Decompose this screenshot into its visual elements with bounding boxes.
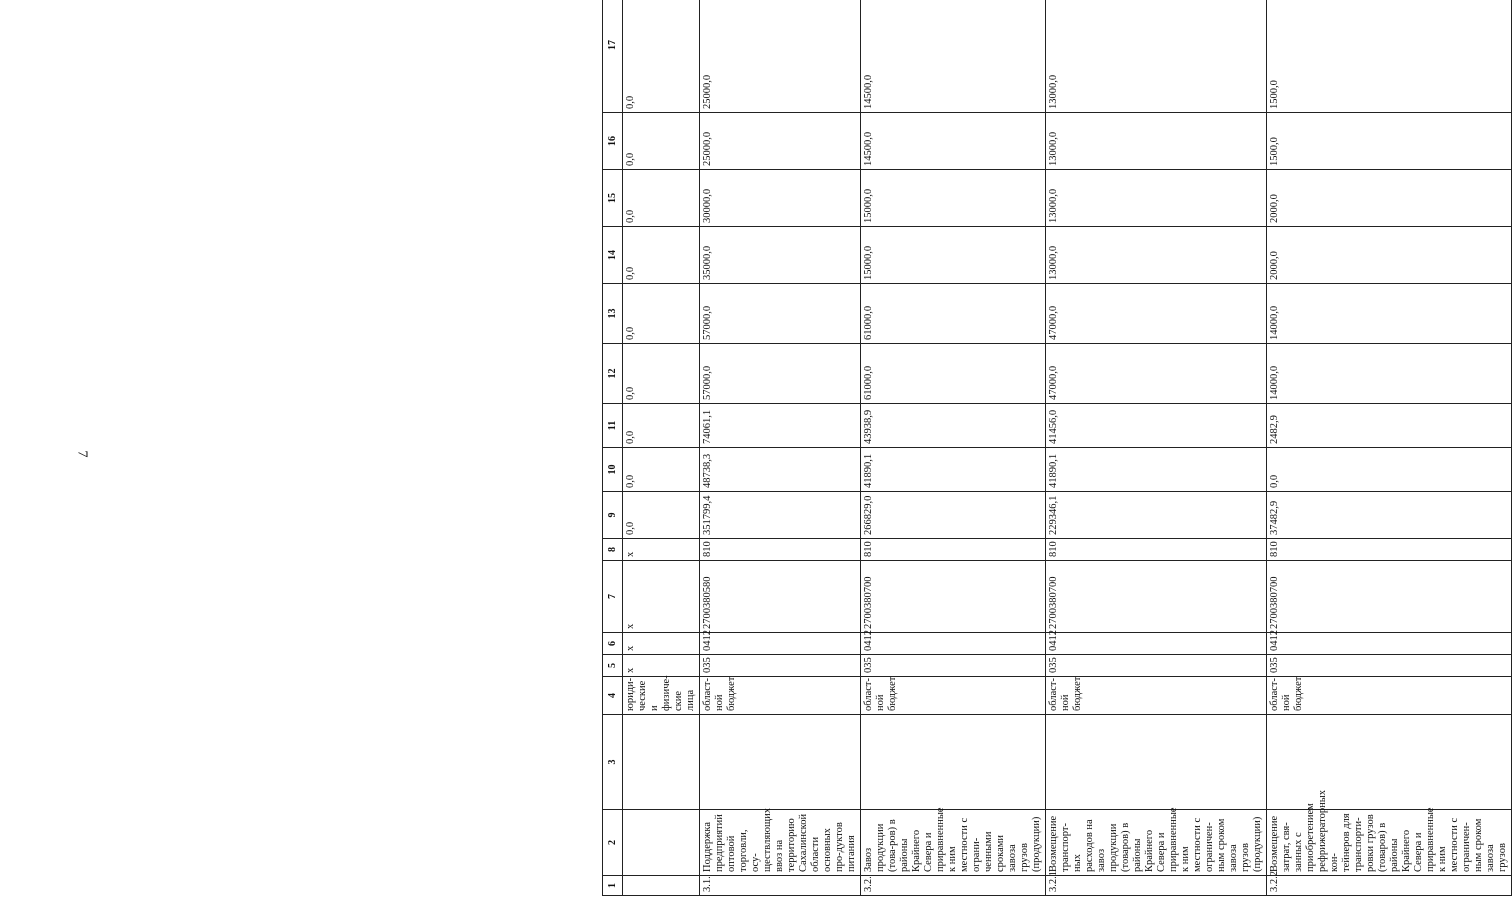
year-cell: 0,0 — [623, 227, 700, 284]
target-article-cell: х — [623, 561, 700, 633]
budget-table-wrapper — [602, 18, 1508, 896]
year-cell: 13000,0 — [1046, 0, 1267, 113]
column-number-header: 5 — [603, 655, 623, 677]
year-cell: 0,0 — [1267, 448, 1512, 492]
year-cell: 13000,0 — [1046, 227, 1267, 284]
table-row — [861, 0, 1046, 896]
column-number-header: 2 — [603, 810, 623, 876]
column-number-header: 15 — [603, 170, 623, 227]
target-article-cell: 2700380580 — [700, 561, 861, 633]
year-cell: 43938,9 — [861, 404, 1046, 448]
year-cell: 35000,0 — [700, 227, 861, 284]
funding-source-cell: област-ной бюджет — [700, 677, 861, 715]
year-cell: 41890,1 — [1046, 448, 1267, 492]
section-code-cell: 0412 — [861, 633, 1046, 655]
column-number-header: 1 — [603, 876, 623, 896]
year-cell: 0,0 — [623, 170, 700, 227]
table-row — [1267, 0, 1512, 896]
column-number-header: 13 — [603, 284, 623, 344]
year-cell: 0,0 — [623, 404, 700, 448]
target-article-cell: 2700380700 — [861, 561, 1046, 633]
year-cell: 1500,0 — [1267, 0, 1512, 113]
executor-cell — [861, 715, 1046, 810]
section-code-cell: 0412 — [1267, 633, 1512, 655]
row-number-cell: 3.2. — [861, 876, 1046, 896]
column-number-header: 17 — [603, 0, 623, 113]
section-code-cell: х — [623, 633, 700, 655]
expense-type-cell: 810 — [861, 539, 1046, 561]
target-article-cell: 2700380700 — [1046, 561, 1267, 633]
total-cell: 37482,9 — [1267, 492, 1512, 539]
total-cell: 229346,1 — [1046, 492, 1267, 539]
year-cell: 61000,0 — [861, 284, 1046, 344]
year-cell: 47000,0 — [1046, 344, 1267, 404]
page-number: 7 — [74, 450, 90, 458]
year-cell: 47000,0 — [1046, 284, 1267, 344]
year-cell: 48738,3 — [700, 448, 861, 492]
item-name-cell: Возмещение транспорт-ных расходов на завоз продукции (товаров) в районы Крайнего Севера и приравненные к ним местности с ограничен-ным сроком завоза грузов (продукции) — [1046, 810, 1267, 876]
year-cell: 74061,1 — [700, 404, 861, 448]
year-cell: 61000,0 — [861, 344, 1046, 404]
year-cell: 41456,0 — [1046, 404, 1267, 448]
year-cell: 25000,0 — [700, 113, 861, 170]
item-name-cell: Завоз продукции (това-ров) в районы Крайнего Севера и приравненные к ним местности с ограни-ченными сроками завоза грузов (продукции) — [861, 810, 1046, 876]
table-rotation-frame — [106, 18, 1508, 896]
column-number-header: 14 — [603, 227, 623, 284]
year-cell: 41890,1 — [861, 448, 1046, 492]
item-name-cell — [623, 810, 700, 876]
executor-cell — [700, 715, 861, 810]
table-row — [700, 0, 861, 896]
year-cell: 25000,0 — [700, 0, 861, 113]
year-cell: 1500,0 — [1267, 113, 1512, 170]
ministry-code-cell: 035 — [1267, 655, 1512, 677]
funding-source-cell: област-ной бюджет — [861, 677, 1046, 715]
column-number-header: 8 — [603, 539, 623, 561]
section-code-cell: 0412 — [700, 633, 861, 655]
year-cell: 2000,0 — [1267, 170, 1512, 227]
year-cell: 0,0 — [623, 113, 700, 170]
column-number-header: 6 — [603, 633, 623, 655]
year-cell: 14000,0 — [1267, 344, 1512, 404]
item-name-cell: Возмещение затрат, свя-занных с приобретением рефрижераторных кон-тейнеров для транспорти-ровки грузов (товаров) в районы Крайнего Севера и приравненные к ним местности с ограничен-ным сроком завоза грузов — [1267, 810, 1512, 876]
year-cell: 0,0 — [623, 344, 700, 404]
column-number-header: 11 — [603, 404, 623, 448]
year-cell: 14500,0 — [861, 0, 1046, 113]
total-cell: 351799,4 — [700, 492, 861, 539]
year-cell: 15000,0 — [861, 170, 1046, 227]
executor-cell — [1267, 715, 1512, 810]
ministry-code-cell: 035 — [700, 655, 861, 677]
row-number-cell: 3.2.1 — [1046, 876, 1267, 896]
budget-table — [602, 0, 1512, 896]
total-cell: 0,0 — [623, 492, 700, 539]
year-cell: 13000,0 — [1046, 113, 1267, 170]
row-number-cell: 3.2.2 — [1267, 876, 1512, 896]
column-number-header: 16 — [603, 113, 623, 170]
column-number-header: 9 — [603, 492, 623, 539]
year-cell: 0,0 — [623, 448, 700, 492]
executor-cell — [623, 715, 700, 810]
table-row — [623, 0, 700, 896]
row-number-cell: 3.1. — [700, 876, 861, 896]
table-row — [1046, 0, 1267, 896]
funding-source-cell: юриди-ческие и физиче-ские лица — [623, 677, 700, 715]
executor-cell — [1046, 715, 1267, 810]
column-number-header: 4 — [603, 677, 623, 715]
total-cell: 266829,0 — [861, 492, 1046, 539]
funding-source-cell: област-ной бюджет — [1046, 677, 1267, 715]
expense-type-cell: 810 — [1267, 539, 1512, 561]
year-cell: 57000,0 — [700, 344, 861, 404]
ministry-code-cell: 035 — [1046, 655, 1267, 677]
ministry-code-cell: 035 — [861, 655, 1046, 677]
row-number-cell — [623, 876, 700, 896]
expense-type-cell: 810 — [1046, 539, 1267, 561]
funding-source-cell: област-ной бюджет — [1267, 677, 1512, 715]
year-cell: 2000,0 — [1267, 227, 1512, 284]
year-cell: 0,0 — [623, 0, 700, 113]
column-number-header: 10 — [603, 448, 623, 492]
year-cell: 30000,0 — [700, 170, 861, 227]
expense-type-cell: 810 — [700, 539, 861, 561]
year-cell: 13000,0 — [1046, 170, 1267, 227]
year-cell: 0,0 — [623, 284, 700, 344]
column-number-header: 12 — [603, 344, 623, 404]
target-article-cell: 2700380700 — [1267, 561, 1512, 633]
year-cell: 14000,0 — [1267, 284, 1512, 344]
section-code-cell: 0412 — [1046, 633, 1267, 655]
column-number-header: 3 — [603, 715, 623, 810]
year-cell: 2482,9 — [1267, 404, 1512, 448]
year-cell: 57000,0 — [700, 284, 861, 344]
column-number-header: 7 — [603, 561, 623, 633]
expense-type-cell: х — [623, 539, 700, 561]
ministry-code-cell: х — [623, 655, 700, 677]
year-cell: 15000,0 — [861, 227, 1046, 284]
table-header-row — [603, 0, 623, 896]
year-cell: 14500,0 — [861, 113, 1046, 170]
item-name-cell: Поддержка предприятий оптовой торговли, осу-ществляющих ввоз на территорию Сахалинской области основных про-дуктов питания — [700, 810, 861, 876]
